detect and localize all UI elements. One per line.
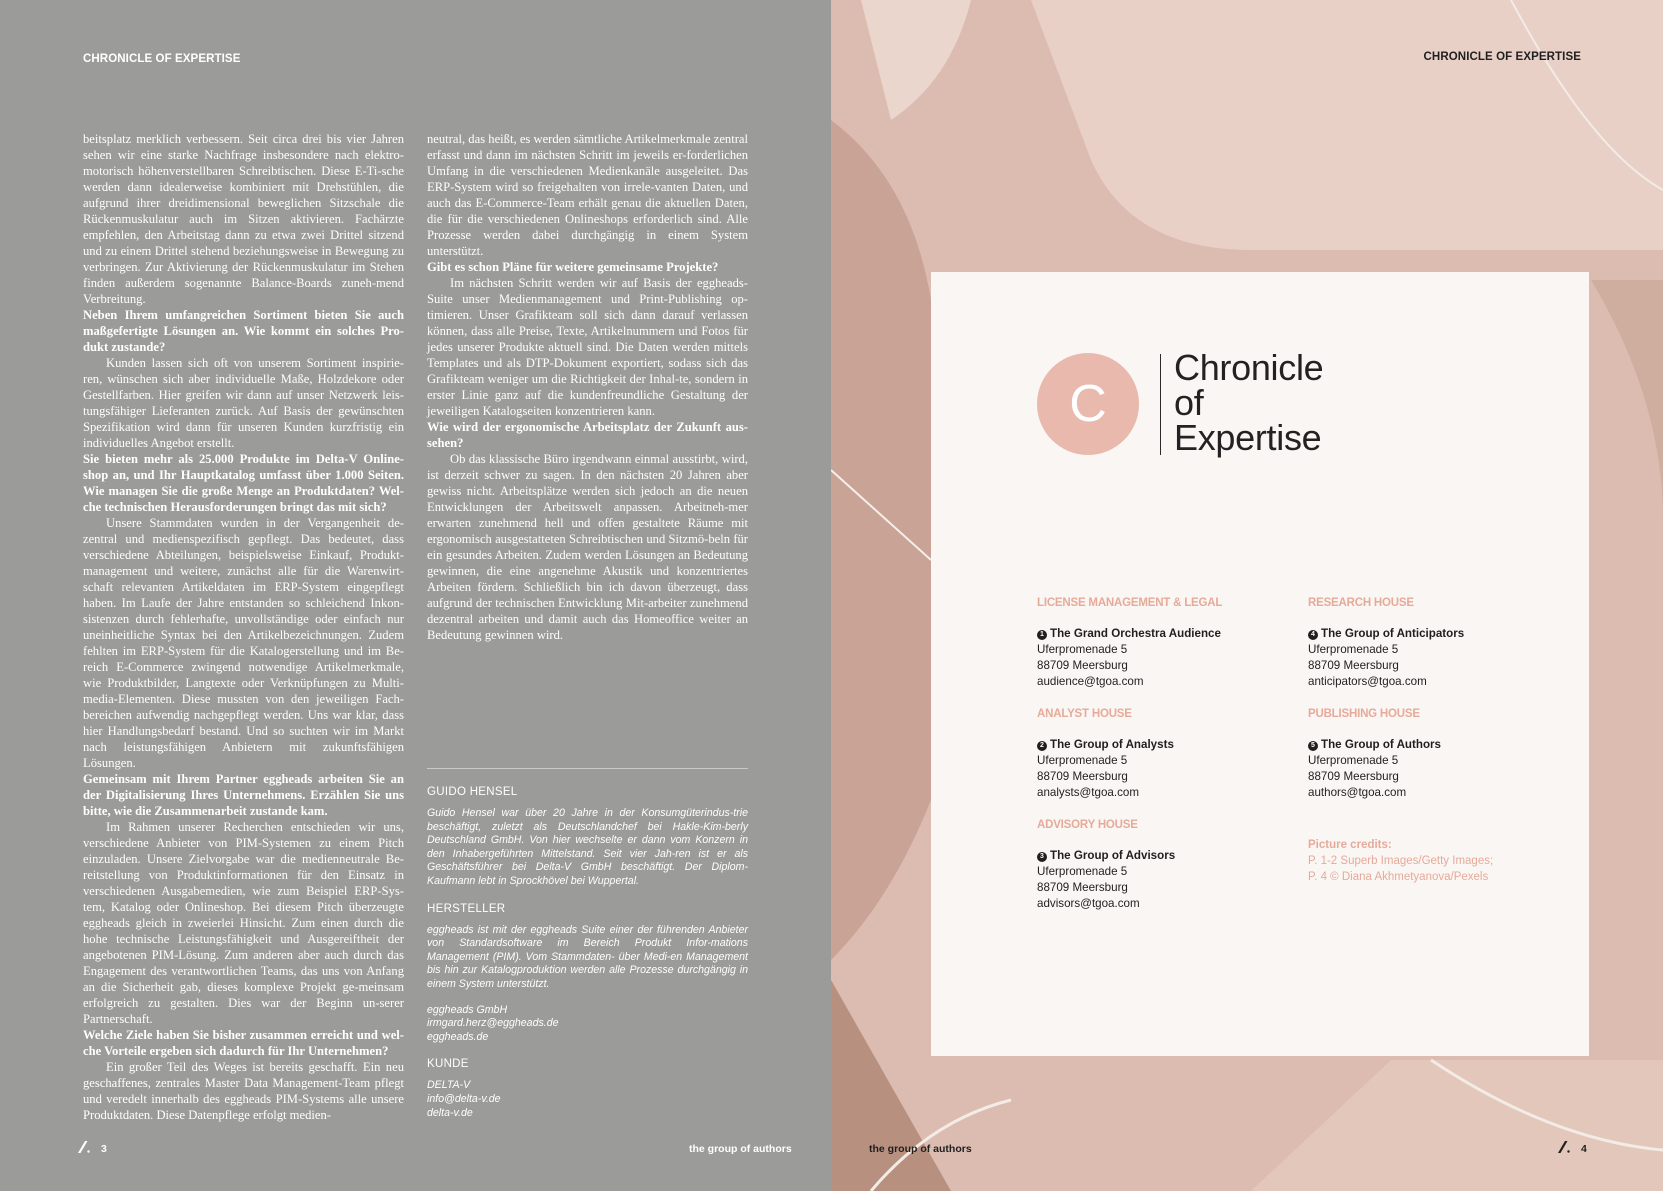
entry-city: 88709 Meersburg xyxy=(1308,770,1399,783)
footer-publisher-left: the group of authors xyxy=(689,1143,792,1155)
number-badge-icon: 4 xyxy=(1308,630,1318,640)
logo-title-line: Expertise xyxy=(1174,417,1322,458)
customer-contact xyxy=(427,1079,748,1120)
section-heading: LICENSE MANAGEMENT & LEGAL xyxy=(1037,597,1223,609)
manufacturer-email[interactable]: irmgard.herz@eggheads.de xyxy=(427,1017,559,1030)
entry-email[interactable]: analysts@tgoa.com xyxy=(1037,786,1139,799)
logo-title xyxy=(1174,347,1394,458)
contact-entry xyxy=(1308,737,1538,801)
entry-name: 2 The Group of Analysts xyxy=(1037,737,1267,753)
entry-street: Uferpromenade 5 xyxy=(1037,865,1128,878)
article-paragraph: Im nächsten Schritt werden wir auf Basis der eggheads-Suite unser Medienmanagement und Print-Publishing op-timieren. Unser Grafikteam soll sich dann darauf verlassen können, dass alle Preise, Texte, Artikelnummern und Fotos für jedes unserer Produkte aktuell sind. Die Daten werden mittels Templates und als DTP-Dokument exportiert, sodass sich das Grafikteam weniger um die Richtigkeit der Inhal-te, sondern in erster Linie ganz auf die kundenfreundliche Gestaltung der jeweiligen Katalogseiten konzentrieren kann. xyxy=(427,276,748,418)
article-column-2 xyxy=(427,131,748,643)
left-page xyxy=(0,0,831,1191)
entry-city: 88709 Meersburg xyxy=(1037,770,1128,783)
right-page xyxy=(831,0,1663,1191)
section-heading: PUBLISHING HOUSE xyxy=(1308,708,1420,720)
logo-title-line: of xyxy=(1174,382,1204,423)
interview-question: Gibt es schon Pläne für weitere gemeinsame Projekte? xyxy=(427,260,719,274)
article-paragraph: Ein großer Teil des Weges ist bereits geschafft. Ein neu geschaffenes, zentrales Master Data Management-Team pflegt und veredelt innerhalb des eggheads PIM-Systems alle unsere Produktdaten. Diese Datenpflege erfolgt medien- xyxy=(83,1060,404,1122)
interview-question: Sie bieten mehr als 25.000 Produkte im Delta-V Online-shop an, und Ihr Hauptkatalog umfasst über 1.000 Seiten. Wie managen Sie die große Menge an Produktdaten? Wel-che technischen Herausforderungen bringt das mit sich? xyxy=(83,452,404,514)
section-heading: ADVISORY HOUSE xyxy=(1037,819,1138,831)
article-paragraph: neutral, das heißt, es werden sämtliche Artikelmerkmale zentral erfasst und dann im nächsten Schritt im jeweils er-forderlichen Umfang in die verschiedenen Medienkanäle ausgeleitet. Das ERP-System wird so freigehalten von irrele-vanten Daten, und auch das E-Commerce-Team erhält genau die aktuellen Daten, die für die verschiedenen Onlineshops erforderlich sind. Alle Prozesse werden dabei durchgängig in einem System unterstützt. xyxy=(427,132,748,258)
entry-name: 4 The Group of Anticipators xyxy=(1308,626,1538,642)
entry-street: Uferpromenade 5 xyxy=(1037,754,1128,767)
number-badge-icon: 3 xyxy=(1037,852,1047,862)
entry-email[interactable]: anticipators@tgoa.com xyxy=(1308,675,1427,688)
logo-title-line: Chronicle xyxy=(1174,347,1324,388)
publisher-logo-icon xyxy=(1557,1140,1571,1154)
contact-entry xyxy=(1037,848,1267,912)
author-heading: GUIDO HENSEL xyxy=(427,786,518,798)
info-divider xyxy=(427,768,748,769)
number-badge-icon: 1 xyxy=(1037,630,1047,640)
entry-email[interactable]: advisors@tgoa.com xyxy=(1037,897,1140,910)
footer-publisher-right: the group of authors xyxy=(869,1143,972,1155)
contact-column-right xyxy=(1308,595,1538,885)
entry-email[interactable]: authors@tgoa.com xyxy=(1308,786,1407,799)
interview-question: Wie wird der ergonomische Arbeitsplatz der Zukunft aus-sehen? xyxy=(427,420,748,450)
credits-title: Picture credits: xyxy=(1308,839,1392,851)
customer-heading: KUNDE xyxy=(427,1058,469,1071)
logo-circle-icon: C xyxy=(1037,353,1139,455)
picture-credits xyxy=(1308,837,1538,885)
manufacturer-website[interactable]: eggheads.de xyxy=(427,1030,489,1043)
contact-entry xyxy=(1037,626,1267,690)
page-number-right: 4 xyxy=(1581,1143,1587,1155)
manufacturer-text: eggheads ist mit der eggheads Suite einer der führenden Anbieter von Standardsoftware im Bereich Produkt Infor-mations Management (PIM). Vom Stammdaten- über Medi-en Management bis hin zur Katalogproduktion werden alle Prozesse durchgängig in einem System unterstützt. xyxy=(427,923,748,990)
contact-entry xyxy=(1037,737,1267,801)
number-badge-icon: 2 xyxy=(1037,741,1047,751)
manufacturer-contact xyxy=(427,1004,748,1045)
article-column-1 xyxy=(83,131,404,1127)
credits-line: P. 1-2 Superb Images/Getty Images; xyxy=(1308,855,1494,867)
customer-email[interactable]: info@delta-v.de xyxy=(427,1092,501,1105)
entry-email[interactable]: audience@tgoa.com xyxy=(1037,675,1144,688)
interview-question: Welche Ziele haben Sie bisher zusammen erreicht und wel-che Vorteile ergeben sich dadurch für Ihr Unternehmen? xyxy=(83,1028,404,1058)
customer-company: DELTA-V xyxy=(427,1079,471,1092)
logo-divider xyxy=(1160,354,1161,455)
article-paragraph: Kunden lassen sich oft von unserem Sortiment inspirie-ren, wünschen sich aber individuelle Maße, Holzdekore oder Gestellfarben. Hier greifen wir dann auf unser Netzwerk leis-tungsfähiger Lieferanten zurück. Auf Basis der gewünschten Spezifikation wird dann für unseren Kunden kurzfristig ein individuelles Angebot erstellt. xyxy=(83,356,404,450)
interview-question: Gemeinsam mit Ihrem Partner eggheads arbeiten Sie an der Digitalisierung Ihres Unternehmens. Erzählen Sie uns bitte, wie die Zusammenarbeit zustande kam. xyxy=(83,772,404,818)
publisher-logo-icon xyxy=(77,1140,91,1154)
entry-city: 88709 Meersburg xyxy=(1037,659,1128,672)
contact-panel xyxy=(931,272,1589,1056)
entry-street: Uferpromenade 5 xyxy=(1037,643,1128,656)
number-badge-icon: 5 xyxy=(1308,741,1318,751)
manufacturer-company: eggheads GmbH xyxy=(427,1003,508,1016)
credits-line: P. 4 © Diana Akhmetyanova/Pexels xyxy=(1308,871,1489,883)
entry-city: 88709 Meersburg xyxy=(1308,659,1399,672)
page-number-left: 3 xyxy=(101,1143,107,1155)
customer-website[interactable]: delta-v.de xyxy=(427,1106,473,1119)
info-box xyxy=(427,784,748,1132)
manufacturer-heading: HERSTELLER xyxy=(427,902,506,915)
entry-street: Uferpromenade 5 xyxy=(1308,643,1399,656)
article-paragraph: Unsere Stammdaten wurden in der Vergangenheit de-zentral und medienspezifisch gepflegt. Das bedeutet, dass verschiedene Abteilungen, beispielsweise Einkauf, Produkt-management und weitere, zunächst alle für die Warenwirt-schaft relevanten Artikeldaten im ERP-System eingepflegt haben. Im Laufe der Jahre entstanden so schleichend Inkon-sistenzen durch fehlerhafte, unvollständige oder einfach nur uneinheitliche Syntax bei den Artikelbezeichnungen. Zudem fehlten im ERP-System für die Katalogerstellung und im Be-reich E-Commerce zwingend notwendige Artikelmerkmale, wie Produktbilder, Langtexte oder Verknüpfungen zu Multi-media-Elementen. Diese mussten von den jeweiligen Fach-bereichen aufwendig nachgepflegt werden. Uns war klar, dass hier Handlungsbedarf bestand. Und so suchten wir im Markt nach leistungsfähigen Anbietern mit zukunftsfähigen Lösungen. xyxy=(83,516,404,770)
article-paragraph: beitsplatz merklich verbessern. Seit circa drei bis vier Jahren sehen wir eine starke Nachfrage insbesondere nach elektro-motorisch höhenverstellbaren Schreibtischen. Diese E-Ti-sche werden dann idealerweise kombiniert mit Drehstühlen, die aufgrund ihrer dreidimensional beweglichen Sitzschale die Rückenmuskulatur auch im Sitzen aktivieren. Fachärzte empfehlen, den Arbeitstag dann zu etwa zwei Drittel sitzend und zu einem Drittel stehend beziehungsweise in Bewegung zu verbringen. Zur Aktivierung der Rückenmuskulatur im Stehen finden außerdem sogenannte Balance-Boards zuneh-mend Verbreitung. xyxy=(83,132,404,306)
entry-name: 1 The Grand Orchestra Audience xyxy=(1037,626,1267,642)
article-paragraph: Im Rahmen unserer Recherchen entschieden wir uns, verschiedene Anbieter von PIM-Systemen zu einem Pitch einzuladen. Unsere Zielvorgabe war die medienneutrale Be-reitstellung von Produktinformationen für den Einsatz in verschiedenen Ausgabemedien, wie zum Beispiel ERP-Sys-tem, Katalog oder Onlineshop. Bei diesem Pitch überzeugte eggheads gleich in zweierlei Hinsicht. Zum einen durch die hohe technische Leistungsfähigkeit und Ausgereiftheit der angebotenen PIM-Lösung. Zum anderen aber auch durch das Engagement des verantwortlichen Teams, das uns von Anfang an die Sicherheit gab, dieses komplexe Projekt ge-meinsam erfolgreich zu gestalten. Dies war der Beginn un-serer Partnerschaft. xyxy=(83,820,404,1026)
contact-column-left xyxy=(1037,595,1267,928)
section-heading: ANALYST HOUSE xyxy=(1037,708,1132,720)
entry-city: 88709 Meersburg xyxy=(1037,881,1128,894)
article-paragraph: Ob das klassische Büro irgendwann einmal ausstirbt, wird, ist derzeit schwer zu sagen. In den nächsten 20 Jahren aber gewiss nicht. Arbeitsplätze werden sich jedoch an die neuen Entwicklungen der Arbeitswelt anpassen. Arbeitneh-mer erwarten zunehmend hell und offen gestaltete Räume mit ergonomisch ausgestatteten Schreibtischen und Sitzmö-beln für ein gesundes Arbeiten. Zudem werden Lösungen an Bedeutung gewinnen, die eine angenehme Akustik und konzentriertes Arbeiten fördern. Schließlich bin ich davon überzeugt, dass aufgrund der technischen Entwicklung Mit-arbeiter zunehmend dezentral arbeiten und damit auch das Homeoffice weiter an Bedeutung gewinnen wird. xyxy=(427,452,748,642)
running-head-right: CHRONICLE OF EXPERTISE xyxy=(1423,51,1581,63)
entry-name: 3 The Group of Advisors xyxy=(1037,848,1267,864)
contact-entry xyxy=(1308,626,1538,690)
interview-question: Neben Ihrem umfangreichen Sortiment bieten Sie auch maßgefertigte Lösungen an. Wie kommt ein solches Pro-dukt zustande? xyxy=(83,308,404,354)
entry-street: Uferpromenade 5 xyxy=(1308,754,1399,767)
running-head-left: CHRONICLE OF EXPERTISE xyxy=(83,53,241,65)
entry-name: 5 The Group of Authors xyxy=(1308,737,1538,753)
section-heading: RESEARCH HOUSE xyxy=(1308,597,1414,609)
author-bio: Guido Hensel war über 20 Jahre in der Konsumgüterindus-trie beschäftigt, zuletzt als Deutschlandchef bei Hakle-Kim-berly Deutschland GmbH. Von hier wechselte er dann vom Konzern in den Inhabergeführten Mittelstand. Seit vier Jah-ren ist er als Geschäftsführer bei Delta-V GmbH beschäftigt. Der Diplom-Kaufmann lebt in Sprockhövel bei Wuppertal. xyxy=(427,807,748,887)
